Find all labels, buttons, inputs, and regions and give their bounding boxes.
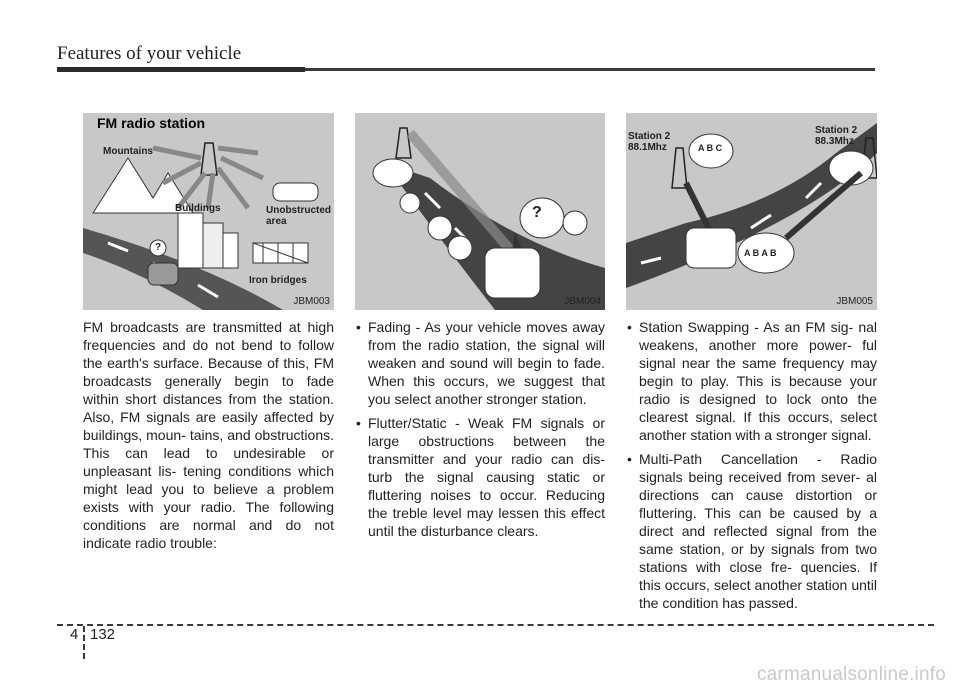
label-abc: A B C bbox=[698, 143, 723, 153]
figure-station-swapping bbox=[626, 113, 877, 310]
page-header-title: Features of your vehicle bbox=[57, 43, 242, 64]
intro-paragraph: FM broadcasts are transmitted at high frequencies and do not bend to follow the earth's surface. Because of this, FM broadcasts generally begin to fade within short distances from the station. Also, FM signals are easily affected by buildings, moun- tains, and obstructions. This can lead to undesirable or unpleasant lis- tening conditions which might lead you to believe a problem exists with your radio. The following conditions are normal and do not indicate radio trouble: bbox=[83, 319, 334, 551]
bullet-dot: • bbox=[356, 319, 361, 335]
bullet-dot: • bbox=[627, 451, 632, 467]
bullet-text: Flutter/Static - Weak FM signals or large obstructions between the transmitter and your radio can dis- turb the signal causing static or fluttering noises to occur. Reducing the treble level may lessen this effect until the disturbance clears. bbox=[368, 415, 605, 539]
column-2 bbox=[355, 318, 605, 546]
header-rule-dark bbox=[57, 67, 305, 72]
bullet-multipath bbox=[626, 450, 877, 612]
footer-divider bbox=[83, 626, 85, 659]
label-question: ? bbox=[155, 242, 162, 253]
column-1 bbox=[83, 318, 334, 552]
bullet-station-swapping bbox=[626, 318, 877, 444]
footer-rule bbox=[57, 624, 934, 626]
bullet-fading bbox=[355, 318, 605, 408]
bullet-text: Multi-Path Cancellation - Radio signals being received from sever- al directions can cause distortion or fluttering. This can be caused by a direct and reflected signal from the same station, or by signals from two stations with close fre- quencies. If this occurs, select another station until the condition has passed. bbox=[639, 451, 877, 611]
bullet-dot: • bbox=[356, 415, 361, 431]
figure-code: JBM004 bbox=[564, 296, 601, 307]
header-rule-light bbox=[305, 68, 875, 71]
figure-title: FM radio station bbox=[97, 115, 206, 131]
figure-code: JBM003 bbox=[293, 296, 330, 307]
bullet-flutter-static bbox=[355, 414, 605, 540]
label-station-left: Station 2 88.1Mhz bbox=[628, 131, 671, 153]
figure-fading bbox=[355, 113, 605, 310]
bullet-text: Fading - As your vehicle moves away from the radio station, the signal will weaken and sound will begin to fade. When this occurs, we suggest that you select another stronger station. bbox=[368, 319, 605, 407]
figure-fm-radio-station bbox=[83, 113, 334, 310]
bullet-dot: • bbox=[627, 319, 632, 335]
label-question: ? bbox=[532, 204, 542, 221]
label-station-right: Station 2 88.3Mhz bbox=[815, 125, 858, 147]
chapter-number: 4 bbox=[70, 626, 79, 643]
watermark-text: carmanualsonline.info bbox=[756, 664, 946, 685]
label-unobstructed-area: Unobstructed area bbox=[266, 205, 331, 227]
column-3 bbox=[626, 318, 877, 618]
label-mountains: Mountains bbox=[103, 146, 153, 157]
label-buildings: Buildings bbox=[175, 203, 221, 214]
label-iron-bridges: Iron bridges bbox=[249, 275, 307, 286]
bullet-text: Station Swapping - As an FM sig- nal weakens, another more power- ful signal near the same frequency may begin to play. This is because your radio is designed to lock onto the clearest signal. If this occurs, select another station with a stronger signal. bbox=[639, 319, 877, 443]
label-aab: A B A B bbox=[744, 248, 777, 258]
figure-fading-illustration bbox=[355, 113, 605, 310]
page-number: 132 bbox=[90, 626, 116, 643]
figure-code: JBM005 bbox=[836, 296, 873, 307]
